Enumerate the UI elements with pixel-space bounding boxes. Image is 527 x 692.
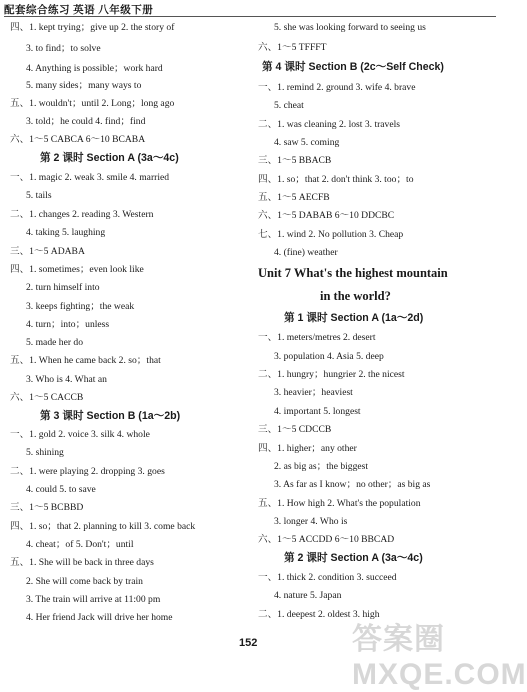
answer-line: 六、1～5 CABCA 6～10 BCABA xyxy=(10,134,146,145)
answer-line: 二、1. was cleaning 2. lost 3. travels xyxy=(258,119,401,130)
section-heading: 第 1 课时 Section A (1a～2d) xyxy=(284,312,424,324)
answer-line: 七、1. wind 2. No pollution 3. Cheap xyxy=(258,229,404,240)
answer-line: 三、1～5 ADABA xyxy=(10,246,85,257)
answer-line: 二、1. changes 2. reading 3. Western xyxy=(10,209,154,220)
answer-line: 5. made her do xyxy=(26,337,84,348)
answer-line: 一、1. thick 2. condition 3. succeed xyxy=(258,572,397,583)
answer-line: 4. (fine) weather xyxy=(274,247,338,258)
section-heading: 第 2 课时 Section A (3a～4c) xyxy=(40,152,179,164)
answer-line: 5. shining xyxy=(26,447,64,458)
answer-line: 三、1～5 BBACB xyxy=(258,155,332,166)
answer-line: 3. heavier；heaviest xyxy=(274,387,353,398)
answer-line: 3. population 4. Asia 5. deep xyxy=(274,351,384,362)
answer-line: 四、1. kept trying；give up 2. the story of xyxy=(10,22,175,33)
answer-line: 六、1～5 ACCDD 6～10 BBCAD xyxy=(258,534,395,545)
unit-title-continued: in the world? xyxy=(320,289,391,303)
answer-line: 2. as big as；the biggest xyxy=(274,461,369,472)
answer-line: 四、1. so；that 2. don't think 3. too；to xyxy=(258,174,414,185)
answer-line: 2. She will come back by train xyxy=(26,576,143,587)
section-heading: 第 2 课时 Section A (3a～4c) xyxy=(284,552,423,564)
answer-line: 一、1. magic 2. weak 3. smile 4. married xyxy=(10,172,170,183)
answer-line: 4. nature 5. Japan xyxy=(274,590,342,601)
answer-line: 四、1. higher；any other xyxy=(258,443,357,454)
section-heading: 第 3 课时 Section B (1a～2b) xyxy=(40,410,181,422)
answer-line: 五、1. wouldn't；until 2. Long；long ago xyxy=(10,98,175,109)
answer-line: 五、1. She will be back in three days xyxy=(10,557,154,568)
answer-line: 一、1. meters/metres 2. desert xyxy=(258,332,376,343)
answer-line: 六、1～5 DABAB 6～10 DDCBC xyxy=(258,210,395,221)
answer-line: 4. Anything is possible；work hard xyxy=(26,63,163,74)
answer-line: 六、1～5 TFFFT xyxy=(258,42,327,53)
answer-line: 六、1～5 CACCB xyxy=(10,392,84,403)
answer-line: 5. tails xyxy=(26,190,52,201)
answer-line: 3. longer 4. Who is xyxy=(274,516,348,527)
answer-line: 4. turn；into；unless xyxy=(26,319,110,330)
page-number: 152 xyxy=(239,637,258,649)
header-rule xyxy=(4,16,496,17)
answer-line: 5. cheat xyxy=(274,100,304,111)
answer-line: 五、1. How high 2. What's the population xyxy=(258,498,421,509)
unit-title: Unit 7 What's the highest mountain xyxy=(258,266,448,280)
answer-line: 3. keeps fighting；the weak xyxy=(26,301,135,312)
answer-line: 二、1. were playing 2. dropping 3. goes xyxy=(10,466,165,477)
section-heading: 第 4 课时 Section B (2c～Self Check) xyxy=(262,61,444,73)
answer-line: 五、1～5 AECFB xyxy=(258,192,330,203)
answer-line: 二、1. hungry；hungrier 2. the nicest xyxy=(258,369,405,380)
answer-line: 4. saw 5. coming xyxy=(274,137,340,148)
answer-line: 3. Who is 4. What an xyxy=(26,374,107,385)
page-header: 配套综合练习 英语 八年级下册 xyxy=(4,5,154,16)
answer-line: 一、1. gold 2. voice 3. silk 4. whole xyxy=(10,429,150,440)
answer-line: 三、1～5 BCBBD xyxy=(10,502,84,513)
answer-line: 4. Her friend Jack will drive her home xyxy=(26,612,173,623)
answer-line: 3. told；he could 4. find；find xyxy=(26,116,146,127)
answer-line: 四、1. sometimes；even look like xyxy=(10,264,144,275)
answer-line: 二、1. deepest 2. oldest 3. high xyxy=(258,609,380,620)
answer-line: 2. turn himself into xyxy=(26,282,100,293)
answer-line: 5. she was looking forward to seeing us xyxy=(274,22,426,33)
answer-line: 五、1. When he came back 2. so；that xyxy=(10,355,161,366)
answer-line: 三、1～5 CDCCB xyxy=(258,424,332,435)
answer-line: 3. The train will arrive at 11:00 pm xyxy=(26,594,161,605)
answer-line: 4. important 5. longest xyxy=(274,406,361,417)
watermark: 答案圈 MXQE.COM xyxy=(352,623,527,691)
answer-line: 3. As far as I know；no other；as big as xyxy=(274,479,431,490)
answer-line: 一、1. remind 2. ground 3. wife 4. brave xyxy=(258,82,416,93)
answer-line: 4. could 5. to save xyxy=(26,484,96,495)
answer-line: 5. many sides；many ways to xyxy=(26,80,142,91)
answer-line: 四、1. so；that 2. planning to kill 3. come back xyxy=(10,521,196,532)
answer-line: 4. taking 5. laughing xyxy=(26,227,106,238)
answer-line: 3. to find；to solve xyxy=(26,43,101,54)
answer-line: 4. cheat；of 5. Don't；until xyxy=(26,539,134,550)
